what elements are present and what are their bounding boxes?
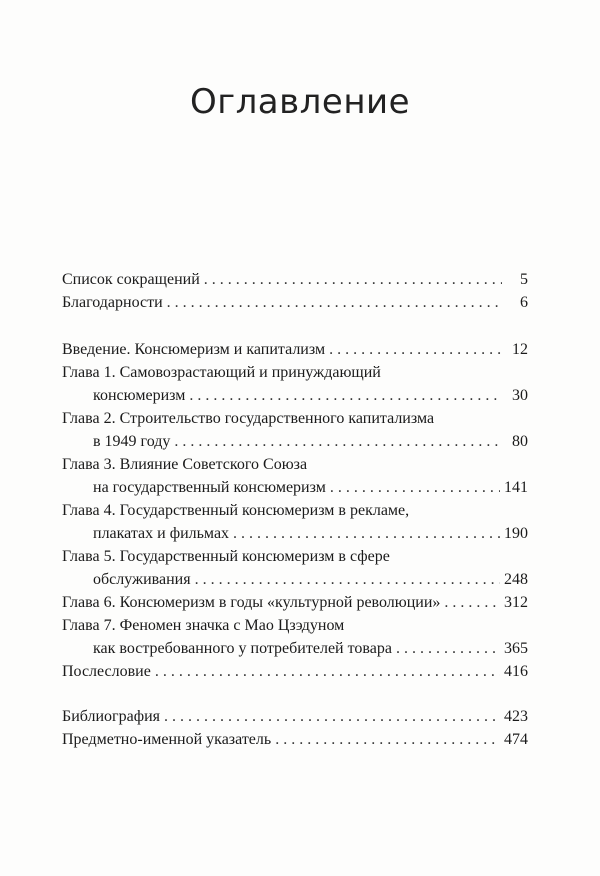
- toc-entry-title: Введение. Консюмеризм и капитализм: [62, 341, 326, 358]
- toc-entry-title-cont: в 1949 году: [93, 433, 171, 450]
- toc-entry-title: Глава 7. Феномен значка с Мао Цзэдуном: [62, 617, 345, 634]
- toc-page-number: 80: [512, 433, 528, 450]
- toc-page-number: 6: [520, 294, 528, 311]
- toc-entry-title-cont: как востребованного у потребителей товара: [93, 640, 392, 657]
- toc-entry-title: Предметно-именной указатель: [62, 731, 272, 748]
- toc-entry: [62, 291, 528, 314]
- toc-entry: [62, 591, 528, 614]
- leader-dots: [275, 728, 500, 751]
- leader-dots: [329, 338, 502, 361]
- toc-entry: [62, 407, 528, 453]
- toc-entry-title-cont: плакатах и фильмах: [93, 525, 230, 542]
- toc-entry-title: Список сокращений: [62, 271, 200, 288]
- toc-page-number: 365: [504, 640, 528, 657]
- page-title: Оглавление: [189, 82, 411, 122]
- toc-entry-title: Глава 5. Государственный консюмеризм в сфере: [62, 548, 390, 565]
- leader-dots: [174, 430, 502, 453]
- toc-entry-title-cont: консюмеризм: [93, 387, 186, 404]
- section-gap: [62, 695, 528, 705]
- toc-page-number: 248: [504, 571, 528, 588]
- toc-entry: [62, 614, 528, 660]
- toc-page-number: 190: [504, 525, 528, 542]
- toc-page-number: 423: [504, 708, 528, 725]
- leader-dots: [444, 591, 500, 614]
- toc-entry-title: Библиография: [62, 708, 160, 725]
- toc-page-number: 12: [512, 341, 528, 358]
- toc-entry: [62, 499, 528, 545]
- section-gap: [62, 326, 528, 338]
- toc-entry-title-cont: на государственный консюмеризм: [93, 479, 326, 496]
- leader-dots: [195, 568, 500, 591]
- toc-entry: [62, 338, 528, 361]
- toc-page-number: 141: [504, 479, 528, 496]
- toc-entry-title: Благодарности: [62, 294, 163, 311]
- toc-entry-title: Глава 4. Государственный консюмеризм в рекламе,: [62, 502, 410, 519]
- section-gap: [62, 314, 528, 326]
- section-gap: [62, 683, 528, 695]
- table-of-contents: [62, 268, 528, 751]
- toc-entry: [62, 268, 528, 291]
- toc-entry: [62, 705, 528, 728]
- leader-dots: [155, 660, 500, 683]
- toc-entry-title: Глава 6. Консюмеризм в годы «культурной революции»: [62, 594, 441, 611]
- toc-entry: [62, 728, 528, 751]
- toc-entry-title: Глава 1. Самовозрастающий и принуждающий: [62, 364, 381, 381]
- toc-page-number: 474: [504, 731, 528, 748]
- leader-dots: [204, 268, 502, 291]
- toc-entry-title-cont: обслуживания: [93, 571, 191, 588]
- toc-entry: [62, 545, 528, 591]
- toc-entry-title: Глава 2. Строительство государственного капитализма: [62, 410, 435, 427]
- toc-page-number: 5: [520, 271, 528, 288]
- toc-page-number: 30: [512, 387, 528, 404]
- leader-dots: [233, 522, 500, 545]
- toc-entry-title: Послесловие: [62, 663, 151, 680]
- leader-dots: [189, 384, 502, 407]
- toc-entry: [62, 361, 528, 407]
- leader-dots: [396, 637, 500, 660]
- toc-entry: [62, 453, 528, 499]
- leader-dots: [164, 705, 500, 728]
- toc-page-number: 416: [504, 663, 528, 680]
- leader-dots: [167, 291, 502, 314]
- leader-dots: [330, 476, 500, 499]
- toc-entry-title: Глава 3. Влияние Советского Союза: [62, 456, 308, 473]
- toc-page-number: 312: [504, 594, 528, 611]
- toc-entry: [62, 660, 528, 683]
